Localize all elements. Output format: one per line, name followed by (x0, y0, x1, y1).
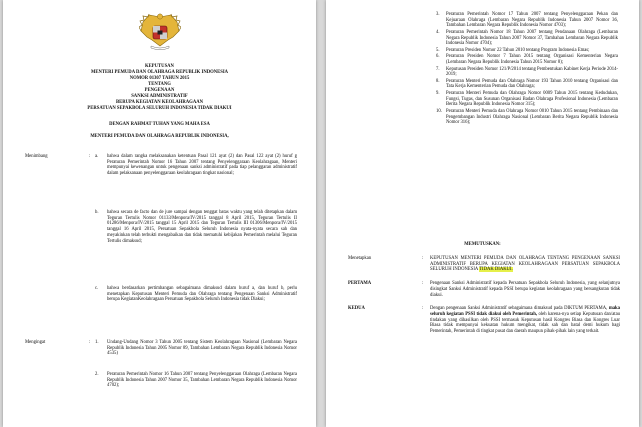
highlight-tidak-diakui: TIDAK DIAKUI. (479, 267, 513, 273)
doc-minister: MENTERI PEMUDA DAN OLAHRAGA REPUBLIK INDONESIA, (90, 134, 229, 139)
document-page-1 (3, 0, 316, 427)
list-item: 10. Peraturan Menteri Pemuda dan Olahraga Nomor 0010 Tahun 2015 tentang Pembinaan dan Pengembangan Industri Olahraga Nasional (Lembaran Berita Negara Republik Indonesia Nomor 316); (436, 108, 618, 126)
pertama-label: PERTAMA (348, 281, 372, 287)
menimbang-text-b: bahwa secara de facto dan de jure sampai dengan tenggat batas waktu yang telah ditetapkan dalam Teguran Tertulis Nomor 01133/Menpora/IV/2015 tanggal 8 April 2015, Teguran Tertulis II 01286/Menpora/IV/2015 tanggal 15 April 2015 dan Teguran Tertulis III 01306/Menpora/IV/2015 tanggal 16 April 2015, Persatuan Sepakbola Seluruh Indonesia nyata-nyata secara sah dan meyakinkan telah terbukti mengabaikan dan tidak mematuhi kebijakan Pemerintah melalui Teguran Tertulis dimaksud; (107, 210, 297, 244)
list-item: 6. Peraturan Presiden Nomor 7 Tahun 2015 tentang Organisasi Kementerian Negara (Lembaran Negara Republik Indonesia Tahun 2015 Nomor 8); (436, 54, 618, 66)
mengingat-continued-list (436, 12, 618, 127)
pertama-row: PERTAMA : Pengenaan Sanksi Administratif kepada Persatuan Sepakbola Seluruh Indonesia, yang selanjutnya disingkat Sanksi Administratif kepada PSSI berupa kegiatan keolahragaan yang bersangkutan tidak diakui. (348, 281, 620, 298)
kedua-text: Dengan pengenaan Sanksi Administratif sebagaimana dimaksud pada DIKTUM PERTAMA, maka seluruh kegiatan PSSI tidak diakui oleh Pemerintah, oleh karena-nya setiap Keputusan dan/atau tindakan yang dihasilkan oleh PSSI termasuk Keputusan hasil Kongres Biasa dan Kongres Luar Biasa tidak mempunyai kekuatan hukum mengikat, tidak sah dan batal demi hukum bagi Pemerintah, Pemerintah di tingkat pusat dan daerah maupun pihak-pihak lain yang terkait. (430, 306, 621, 335)
mengingat-item-1: Mengingat : 1. Undang-Undang Nomor 3 Tahun 2005 tentang Sistem Keolahragaan Nasional (Lembaran Negara Republik Indonesia Tahun 2005 Nomor 89, Tambahan Lembaran Negara Republik Indonesia Nomor 4535) (25, 340, 297, 357)
mengingat-item-2: 2. Peraturan Pemerintah Nomor 16 Tahun 2007 tentang Penyelenggaraan Olahraga (Lembaran Negara Republik Indonesia Tahun 2007 Nomor 35, Tambahan Lembaran Negara Republik Indonesia Nomor 4702); (95, 372, 297, 389)
menimbang-label: Menimbang (25, 154, 48, 159)
menimbang-item-a: Menimbang : a. bahwa dalam rangka melaksanakan ketentuan Pasal 121 ayat (2) dan Pasal 122 ayat (2) huruf g Peraturan Pemerintah Nomor 16 Tahun 2007 tentang Penyelenggaraan Keolahragaan, Menteri mempunyai kewenangan untuk pengenaan sanksi administratif pada tiap pelanggaran administratif dalam pelaksanaan penyelenggaraan keolahragaan tingkat nasional; (25, 154, 297, 177)
kedua-row: KEDUA : Dengan pengenaan Sanksi Administratif sebagaimana dimaksud pada DIKTUM PERTAMA, maka seluruh kegiatan PSSI tidak diakui oleh Pemerintah, oleh karena-nya setiap Keputusan dan/atau tindakan yang dihasilkan oleh PSSI termasuk Keputusan hasil Kongres Biasa dan Kongres Luar Biasa tidak mempunyai kekuatan hukum mengikat, tidak sah dan batal demi hukum bagi Pemerintah, Pemerintah di tingkat pusat dan daerah maupun pihak-pihak lain yang terkait. (348, 306, 621, 335)
pertama-text: Pengenaan Sanksi Administratif kepada Persatuan Sepakbola Seluruh Indonesia, yang selanjutnya disingkat Sanksi Administratif kepada PSSI berupa kegiatan keolahragaan yang bersangkutan tidak diakui. (430, 281, 620, 298)
doc-title: KEPUTUSAN (145, 64, 174, 69)
menimbang-item-c: c. bahwa berdasarkan pertimbangan sebagaimana dimaksud dalam huruf a, dan huruf b, perlu menetapkan Keputusan Menteri Pemuda dan Olahraga tentang Pengenaan Sanksi Administratif berupa KegiatanKeolahragaan Persatuan Sepakbola Seluruh Indonesia tidak Diakui; (95, 286, 297, 303)
mengingat-text-1: Undang-Undang Nomor 3 Tahun 2005 tentang Sistem Keolahragaan Nasional (Lembaran Negara Republik Indonesia Tahun 2005 Nomor 89, Tambahan Lembaran Negara Republik Indonesia Nomor 4535) (107, 340, 297, 357)
doc-subject-line-3: BERUPA KEGIATAN KEOLAHRAGAAN (116, 100, 203, 105)
menetapkan-row: Menetapkan : KEPUTUSAN MENTERI PEMUDA DAN OLAHRAGA TENTANG PENGENAAN SANKSI ADMINISTRATIF BERUPA KEGIATAN KEOLAHRAGAAN PERSATUAN SEPAKBOLA SELURUH INDONESIA TIDAK DIAKUI. (348, 256, 620, 273)
doc-number: NOMOR 01307 TAHUN 2015 (129, 76, 190, 81)
menetapkan-text: KEPUTUSAN MENTERI PEMUDA DAN OLAHRAGA TENTANG PENGENAAN SANKSI ADMINISTRATIF BERUPA KEGIATAN KEOLAHRAGAAN PERSATUAN SEPAKBOLA SELURUH INDONESIA TIDAK DIAKUI. (430, 256, 620, 273)
list-item: 4. Peraturan Pemerintah Nomor 18 Tahun 2007 tentang Pendanaan Olahraga (Lembaran Negara Republik Indonesia Tahun 2007 Nomor 37, Tambahan Lembaran Negara Republik Indonesia Nomor 4704); (436, 29, 618, 47)
memutuskan-heading: MEMUTUSKAN: (464, 242, 501, 247)
mengingat-text-2: Peraturan Pemerintah Nomor 16 Tahun 2007 tentang Penyelenggaraan Olahraga (Lembaran Negara Republik Indonesia Tahun 2007 Nomor 35, Tambahan Lembaran Negara Republik Indonesia Nomor 4702); (107, 372, 297, 389)
menimbang-text-c: bahwa berdasarkan pertimbangan sebagaimana dimaksud dalam huruf a, dan huruf b, perlu menetapkan Keputusan Menteri Pemuda dan Olahraga tentang Pengenaan Sanksi Administratif berupa KegiatanKeolahragaan Persatuan Sepakbola Seluruh Indonesia tidak Diakui; (107, 286, 297, 303)
doc-about: TENTANG (148, 82, 171, 87)
doc-subject-line-1: PENGENAAN (144, 88, 175, 93)
menimbang-text-a: bahwa dalam rangka melaksanakan ketentuan Pasal 121 ayat (2) dan Pasal 122 ayat (2) huruf g Peraturan Pemerintah Nomor 16 Tahun 2007 tentang Penyelenggaraan Keolahragaan, Menteri mempunyai kewenangan untuk pengenaan sanksi administratif pada tiap pelanggaran administratif dalam pelaksanaan penyelenggaraan keolahragaan tingkat nasional; (107, 154, 297, 177)
list-item: 3. Peraturan Pemerintah Nomor 17 Tahun 2007 tentang Penyelenggaraan Pekan dan Kejuaraan Olahraga (Lembaran Negara Republik Indonesia Tahun 2007 Nomor 36, Tambahan Lembaran Negara Republik Indonesia Nomor 4703); (436, 12, 618, 29)
doc-subject-line-2: SANKSI ADMINISTRATIF (131, 94, 188, 99)
document-page-2 (326, 0, 639, 427)
doc-grace: DENGAN RAHMAT TUHAN YANG MAHA ESA (109, 122, 210, 127)
list-item: 7. Keputusan Presiden Nomor 121/P/2014 tentang Pembentukan Kabinet Kerja Periode 2014-2019; (436, 66, 618, 78)
menetapkan-label: Menetapkan (348, 256, 372, 261)
decision-block (348, 256, 620, 340)
doc-subject-line-4: PERSATUAN SEPAKBOLA SELURUH INDONESIA TIDAK DIAKUI (87, 106, 232, 111)
list-item: 9. Peraturan Menteri Pemuda dan Olahraga Nomor 0009 Tahun 2015 tentang Kedudukan, Fungsi, Tugas, dan Susunan Organisasi Badan Olahraga Profesional Indonesia (Lembaran Berita Negara Republik Indonesia Nomor 315); (436, 90, 618, 108)
menimbang-item-b: b. bahwa secara de facto dan de jure sampai dengan tenggat batas waktu yang telah ditetapkan dalam Teguran Tertulis Nomor 01133/Menpora/IV/2015 tanggal 8 April 2015, Teguran Tertulis II 01286/Menpora/IV/2015 tanggal 15 April 2015 dan Teguran Tertulis III 01306/Menpora/IV/2015 tanggal 16 April 2015, Persatuan Sepakbola Seluruh Indonesia nyata-nyata secara sah dan meyakinkan telah terbukti mengabaikan dan tidak mematuhi kebijakan Pemerintah melalui Teguran Tertulis dimaksud; (95, 210, 297, 244)
list-item: 5. Peraturan Presiden Nomor 22 Tahun 2010 tentang Program Indonesia Emas; (436, 47, 590, 53)
garuda-emblem-icon (139, 13, 181, 51)
doc-issuer: MENTERI PEMUDA DAN OLAHRAGA REPUBLIK INDONESIA (90, 70, 229, 75)
list-item: 8. Peraturan Menteri Pemuda dan Olahraga Nomor 193 Tahun 2010 tentang Organisasi dan Tata Kerja Kementerian Pemuda dan Olahraga; (436, 78, 618, 90)
mengingat-label: Mengingat (25, 340, 46, 345)
kedua-label: KEDUA (348, 306, 365, 312)
